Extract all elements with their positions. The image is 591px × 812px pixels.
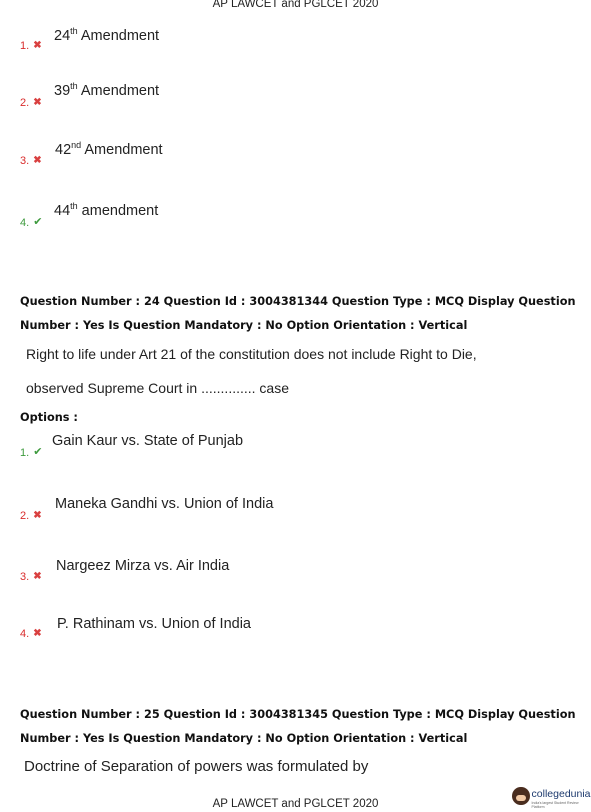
option-number: 2. (20, 510, 30, 522)
prev-option-3-text (55, 142, 163, 158)
page-footer: AP LAWCET and PGLCET 2020 (212, 798, 379, 810)
cross-icon: ✖ (33, 571, 42, 582)
option-ordinal-suffix: nd (71, 140, 82, 150)
option-ordinal: 42 (55, 142, 72, 158)
page-header: AP LAWCET and PGLCET 2020 (212, 0, 379, 10)
check-icon: ✔ (33, 446, 43, 458)
option-number: 3. (20, 571, 30, 583)
option-number: 1. (20, 447, 30, 459)
cross-icon: ✖ (33, 510, 42, 521)
q24-option-1-text: Gain Kaur vs. State of Punjab (52, 433, 244, 449)
cross-icon: ✖ (33, 628, 42, 639)
option-ordinal-suffix: th (70, 26, 78, 36)
option-label: Amendment (77, 28, 160, 44)
logo-brand: collegedunia (531, 788, 591, 800)
option-ordinal: 44 (54, 203, 71, 219)
q24-option-4-number (20, 628, 42, 640)
prev-option-2-text (54, 83, 159, 99)
q24-option-3-number (20, 571, 42, 583)
q24-option-2-text: Maneka Gandhi vs. Union of India (55, 496, 274, 512)
option-ordinal-suffix: th (70, 81, 78, 91)
question-24-meta-line-1: Question Number : 24 Question Id : 3004381344 Question Type : MCQ Display Question (20, 295, 576, 308)
option-number: 3. (20, 155, 30, 167)
q24-option-1-number (20, 446, 42, 459)
question-25-text-line-1: Doctrine of Separation of powers was formulated by (24, 758, 369, 775)
prev-option-3-number (20, 155, 42, 167)
q24-option-4-text: P. Rathinam vs. Union of India (57, 616, 251, 632)
question-24-options-label: Options : (20, 411, 78, 424)
prev-option-4-text (54, 203, 158, 219)
prev-option-1-text (54, 28, 159, 44)
q24-option-3-text: Nargeez Mirza vs. Air India (56, 558, 230, 574)
prev-option-4-number (20, 216, 42, 229)
question-24-meta-line-2: Number : Yes Is Question Mandatory : No Option Orientation : Vertical (20, 319, 468, 332)
question-24-text-line-2: observed Supreme Court in .............. case (26, 380, 290, 396)
option-ordinal: 24 (54, 28, 71, 44)
option-label: Amendment (81, 142, 163, 158)
option-label: Amendment (77, 83, 160, 99)
question-25-meta-line-2: Number : Yes Is Question Mandatory : No Option Orientation : Vertical (20, 732, 468, 745)
option-number: 4. (20, 628, 30, 640)
question-24-text-line-1: Right to life under Art 21 of the constitution does not include Right to Die, (26, 346, 477, 362)
logo-tagline: India's largest Student Review Platform (531, 801, 579, 809)
check-icon: ✔ (33, 216, 43, 228)
q24-option-2-number (20, 510, 42, 522)
option-number: 4. (20, 217, 30, 229)
option-ordinal-suffix: th (70, 201, 78, 211)
option-number: 1. (20, 40, 30, 52)
cross-icon: ✖ (33, 155, 42, 166)
option-number: 2. (20, 97, 30, 109)
question-25-meta-line-1: Question Number : 25 Question Id : 3004381345 Question Type : MCQ Display Question (20, 708, 576, 721)
option-label: amendment (77, 203, 159, 219)
prev-option-1-number (20, 40, 42, 52)
option-ordinal: 39 (54, 83, 71, 99)
prev-option-2-number (20, 97, 42, 109)
cross-icon: ✖ (33, 40, 42, 51)
cross-icon: ✖ (33, 97, 42, 108)
